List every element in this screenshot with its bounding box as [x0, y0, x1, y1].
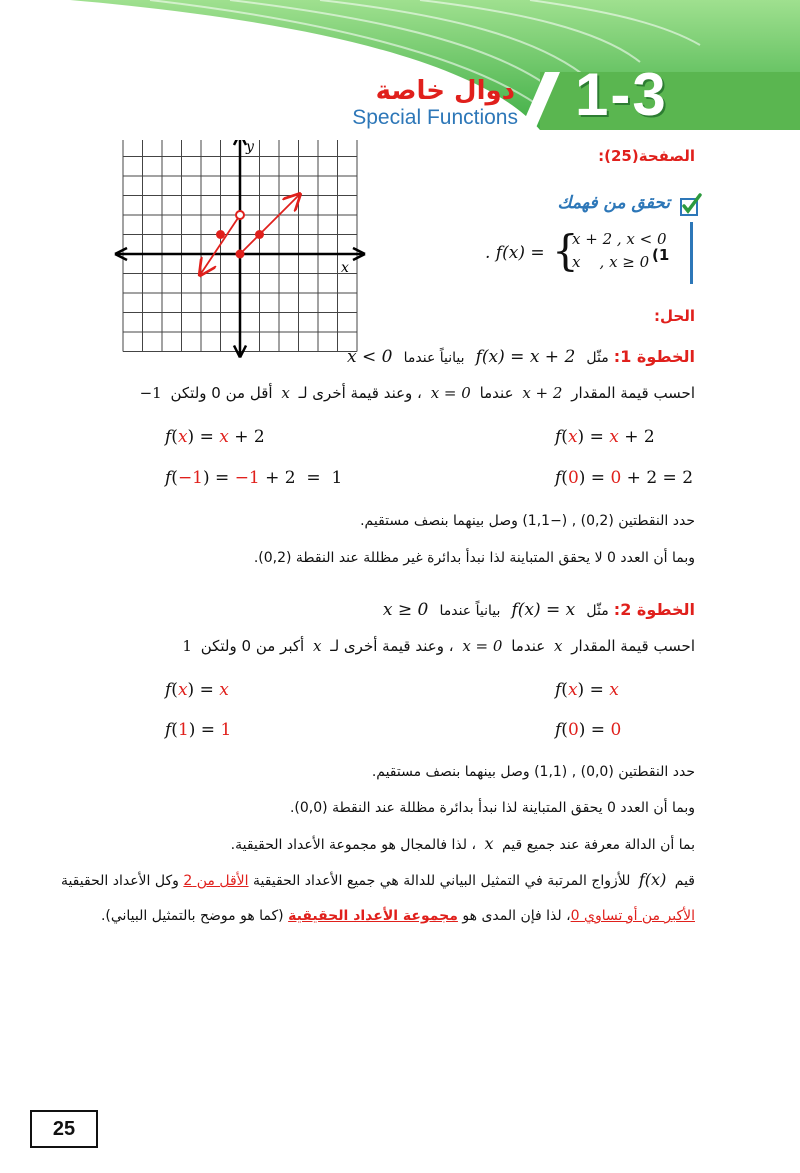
step2-expr: f(x) = x — [511, 600, 576, 620]
step1-desc-c: ، وعند قيمة أخرى لـ — [298, 384, 422, 402]
step1-desc-b: عندما — [479, 384, 514, 402]
step2-eq-left-2: f(0) = 0 — [555, 720, 622, 740]
case-1: x + 2 , x < 0 — [572, 230, 667, 248]
step2-desc-cond: x = 0 — [462, 637, 503, 655]
graph-ray-2 — [240, 196, 299, 255]
step2-label: الخطوة 2: — [613, 600, 695, 619]
domain-text-a: بما أن الدالة معرفة عند جميع قيم — [501, 837, 695, 853]
step2-desc-c: ، وعند قيمة أخرى لـ — [330, 637, 454, 655]
step1-description — [140, 381, 695, 405]
range-text-a: قيم — [674, 873, 695, 889]
range-text-c: وكل الأعداد الحقيقية — [60, 873, 179, 889]
step1-desc-d: أقل من 0 ولتكن — [170, 384, 273, 402]
step1-desc-a: احسب قيمة المقدار — [571, 384, 695, 402]
closed-point — [236, 250, 245, 259]
step2-desc-expr: x — [553, 637, 563, 655]
range-less-than-2: الأقل من 2 — [183, 873, 249, 889]
domain-statement — [231, 832, 695, 857]
step1-desc-expr: x + 2 — [522, 384, 563, 402]
step2-eq-right-2: f(1) = 1 — [165, 720, 232, 740]
domain-var: x — [484, 834, 494, 853]
step1-expr: f(x) = x + 2 — [475, 347, 576, 367]
step1-desc-val: −1 — [139, 384, 162, 402]
range-text-e: (كما هو موضح بالتمثيل البياني). — [100, 908, 284, 924]
check-title: تحقق من فهمك — [557, 193, 670, 213]
domain-text-b: ، لذا فالمجال هو مجموعة الأعداد الحقيقية. — [230, 837, 476, 853]
lesson-number: 1-3 — [575, 61, 668, 128]
brace: { — [552, 226, 579, 275]
step2-cond: x ≥ 0 — [382, 600, 429, 620]
item-number: (1 — [652, 246, 670, 264]
range-statement-1 — [61, 868, 695, 893]
step1-label: الخطوة 1: — [613, 347, 695, 366]
x-axis-label: x — [341, 260, 349, 276]
range-real-numbers: مجموعة الأعداد الحقيقية — [288, 908, 458, 924]
step2-text-b: بيانياً عندما — [439, 603, 501, 619]
lesson-title-ar: دوال خاصة — [375, 76, 515, 106]
step2-desc-b: عندما — [511, 637, 546, 655]
step2-desc-a: احسب قيمة المقدار — [571, 637, 695, 655]
step1-desc-cond: x = 0 — [430, 384, 471, 402]
range-text-d: ، لذا فإن المدى هو — [462, 908, 571, 924]
step1-text-b: بيانياً عندما — [403, 350, 465, 366]
range-fx: f(x) — [638, 870, 667, 889]
step2-text-a: مثّل — [586, 603, 609, 619]
lesson-title-en: Special Functions — [352, 106, 518, 129]
function-graph — [112, 140, 368, 370]
step1-eq-right-2: f(−1) = −1 + 2 = 1 — [165, 468, 343, 488]
step2-desc-val: 1 — [182, 637, 192, 655]
step1-eq-right-1: f(x) = x + 2 — [165, 427, 265, 447]
range-statement-2 — [101, 904, 695, 928]
step1-eq-left-2: f(0) = 0 + 2 = 2 — [555, 468, 694, 488]
step1-cond: x < 0 — [347, 347, 393, 367]
step2-eq-right-1: f(x) = x — [165, 680, 229, 700]
step2-desc-var: x — [312, 637, 322, 655]
step1-note-1: حدد النقطتين (0,2) , (−1,1) وصل بينهما بنصف مستقيم. — [360, 513, 695, 529]
y-axis-label: y — [246, 140, 254, 155]
check-bar — [690, 222, 693, 284]
closed-point — [255, 230, 264, 239]
step1-text-a: مثّل — [586, 350, 609, 366]
range-greater-equal-0: الأكبر من أو تساوي 0 — [570, 908, 695, 924]
step1-desc-var: x — [281, 384, 290, 402]
step1-note-2: وبما أن العدد 0 لا يحقق المتباينة لذا نبدأ بدائرة غير مظللة عند النقطة (0,2). — [253, 550, 695, 566]
range-text-b: للأزواج المرتبة في التمثيل البياني للدالة هي جميع الأعداد الحقيقية — [252, 873, 631, 889]
solution-label: الحل: — [654, 307, 695, 325]
closed-point — [216, 230, 225, 239]
step2-description — [182, 634, 695, 658]
open-point — [236, 211, 244, 219]
page-reference: الصفحة(25): — [598, 147, 695, 165]
function-label: . f(x) = — [485, 243, 545, 263]
step2-note-2: وبما أن العدد 0 يحقق المتباينة لذا نبدأ بدائرة مظللة عند النقطة (0,0). — [289, 800, 695, 816]
step2-note-1: حدد النقطتين (0,0) , (1,1) وصل بينهما بنصف مستقيم. — [371, 764, 695, 780]
step1-eq-left-1: f(x) = x + 2 — [555, 427, 655, 447]
step2-desc-d: أكبر من 0 ولتكن — [200, 637, 305, 655]
page-number: 25 — [30, 1110, 98, 1148]
checkbox-check-icon — [678, 193, 702, 217]
step2-line — [383, 598, 695, 623]
step1-line — [347, 345, 695, 370]
case-2: x , x ≥ 0 — [572, 253, 650, 271]
step2-eq-left-1: f(x) = x — [555, 680, 619, 700]
